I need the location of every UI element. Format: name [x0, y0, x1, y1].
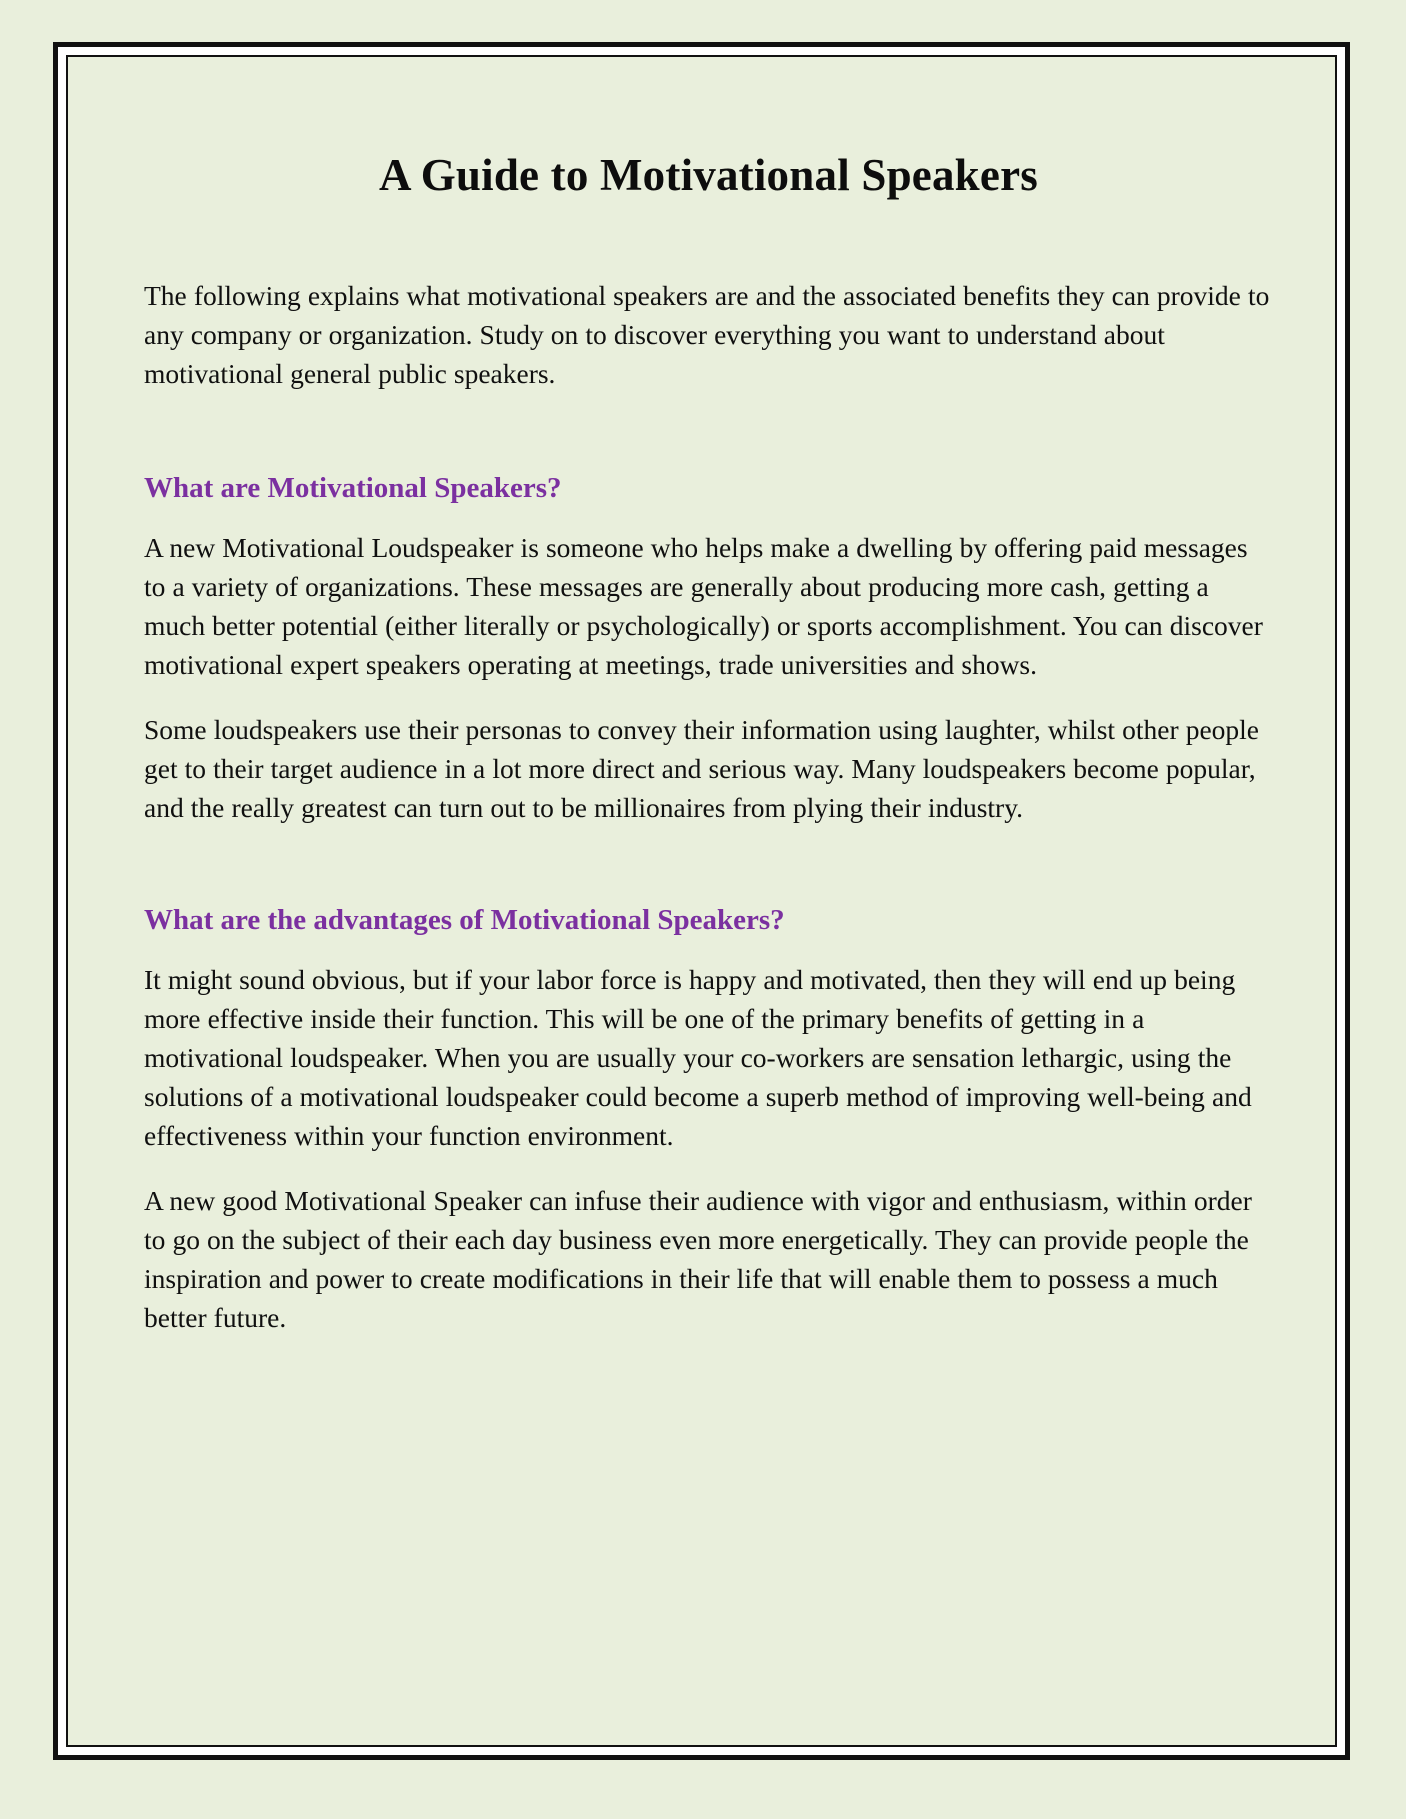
page-border-inner	[66, 55, 1337, 1747]
page-border-outer	[53, 42, 1350, 1760]
section-1-paragraph-1: A new Motivational Loudspeaker is someone who helps make a dwelling by offering paid messages to a variety of organizations. These messages are generally about producing more cash, getting a much better potential (either literally or psychologically) or sports accomplishment. You can discover motivational expert speakers operating at meetings, trade universities and shows.	[144, 531, 1263, 680]
intro-paragraph: The following explains what motivational speakers are and the associated benefits they can provide to any company or organization. Study on to discover everything you want to understand about motivational general public speakers.	[144, 279, 1270, 389]
intro-block	[144, 276, 1273, 393]
section-what-are-motivational-speakers	[144, 471, 1273, 827]
document-content	[68, 57, 1335, 1745]
section-2-paragraph-1: It might sound obvious, but if your labor force is happy and motivated, then they will end up being more effective inside their function. This will be one of the primary benefits of getting in a motivational loudspeaker. When you are usually your co-workers are sensation lethargic, using the solutions of a motivational loudspeaker could become a superb method of improving well-being and effectiveness within your function environment.	[144, 963, 1252, 1151]
section-advantages-of-motivational-speakers	[144, 903, 1273, 1337]
page-title: A Guide to Motivational Speakers	[379, 150, 1038, 200]
section-heading-1: What are Motivational Speakers?	[144, 471, 562, 504]
section-heading-2: What are the advantages of Motivational Speakers?	[144, 904, 785, 937]
section-1-paragraph-2: Some loudspeakers use their personas to convey their information using laughter, whilst other people get to their target audience in a lot more direct and serious way. Many loudspeakers become popular, and the really greatest can turn out to be millionaires from plying their industry.	[144, 713, 1259, 823]
section-2-paragraph-2: A new good Motivational Speaker can infuse their audience with vigor and enthusiasm, within order to go on the subject of their each day business even more energetically. They can provide people the inspiration and power to create modifications in their life that will enable them to possess a much better future.	[144, 1185, 1252, 1334]
